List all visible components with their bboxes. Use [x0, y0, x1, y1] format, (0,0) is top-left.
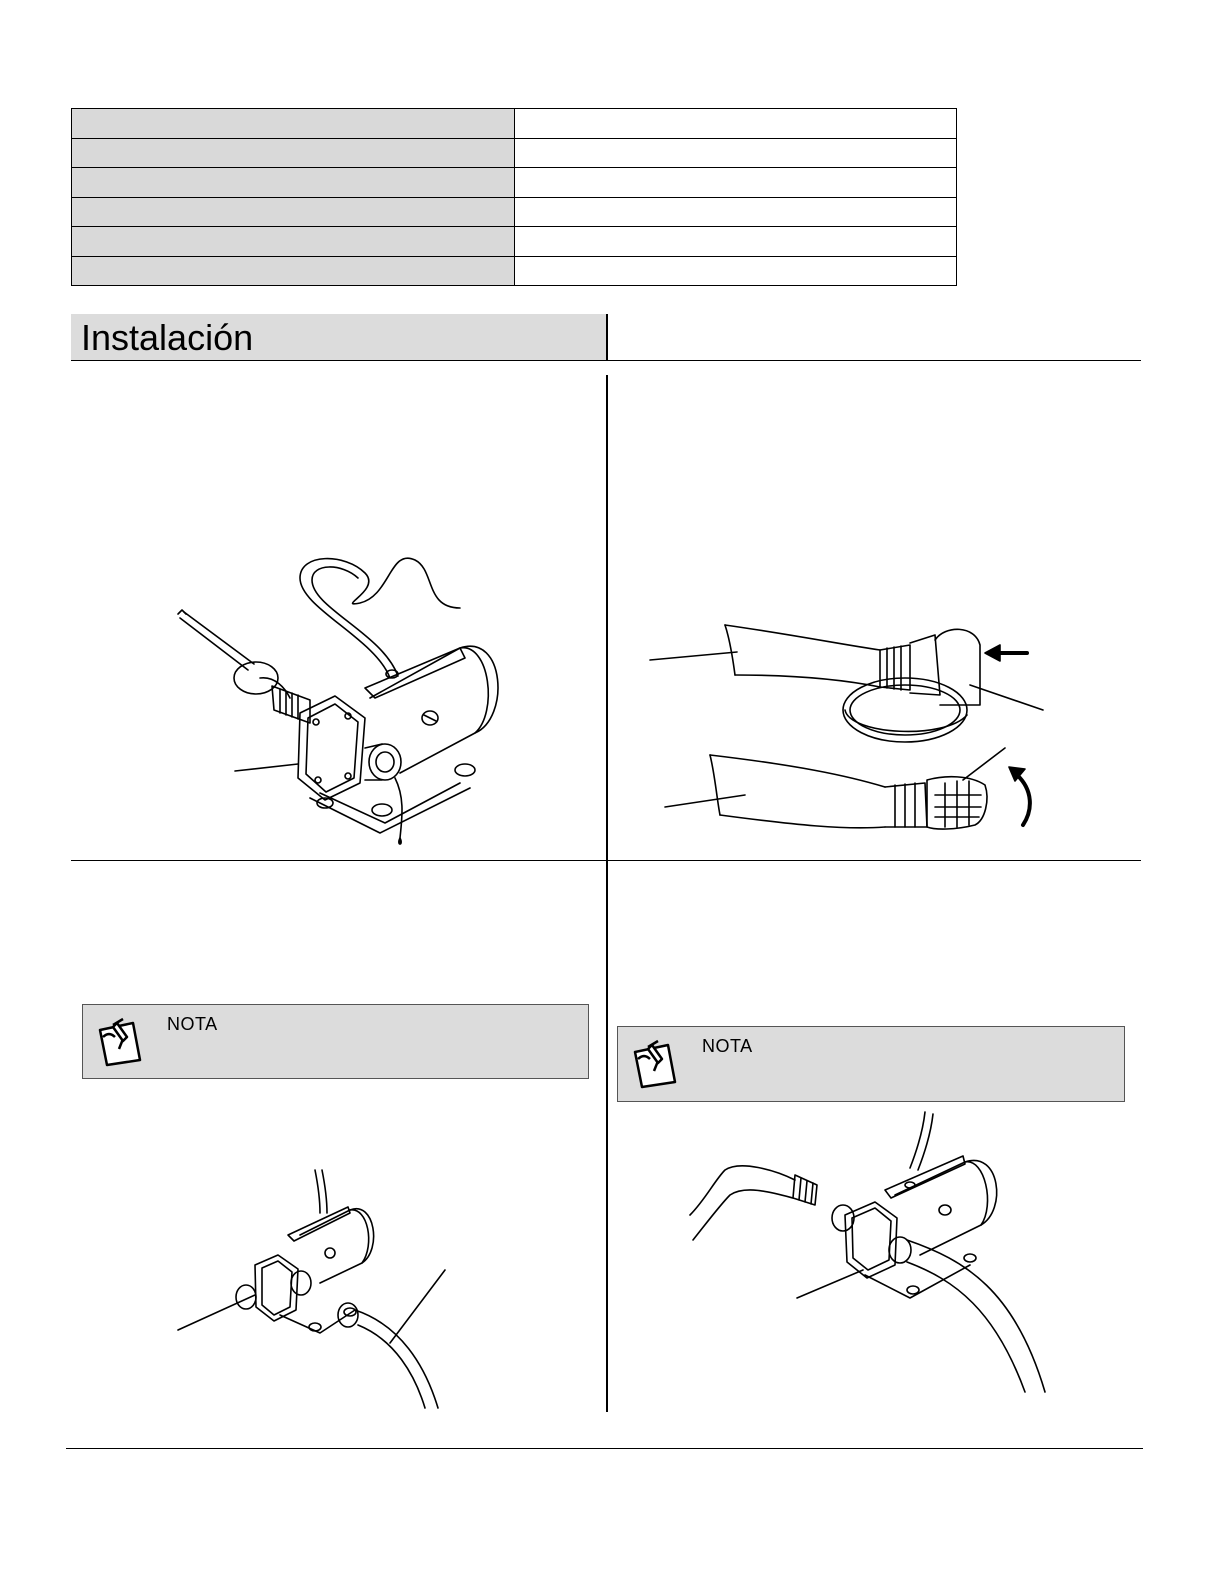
spec-table	[71, 108, 957, 286]
table-row	[72, 168, 957, 198]
table-row	[72, 227, 957, 257]
pump-hose-illustration	[170, 1165, 460, 1410]
table-row	[72, 109, 957, 139]
note-box-1	[82, 1004, 589, 1079]
note-label: NOTA	[702, 1036, 753, 1056]
note-label: NOTA	[167, 1014, 218, 1034]
table-cell	[72, 197, 515, 227]
table-cell	[72, 256, 515, 286]
hose-strainer-illustration	[645, 615, 1065, 835]
section-title: Instalación	[81, 317, 254, 358]
pump-two-hoses-illustration	[685, 1110, 1065, 1395]
table-cell	[515, 197, 957, 227]
pump-sealant-illustration	[160, 548, 520, 853]
table-cell	[515, 109, 957, 139]
table-cell	[515, 227, 957, 257]
table-cell	[515, 168, 957, 198]
section-header	[71, 314, 606, 360]
table-row	[72, 256, 957, 286]
table-row	[72, 138, 957, 168]
note-box-2	[617, 1026, 1125, 1102]
table-cell	[515, 256, 957, 286]
table-row	[72, 197, 957, 227]
table-cell	[72, 109, 515, 139]
table-cell	[515, 138, 957, 168]
note-pin-icon	[95, 1015, 145, 1067]
header-rule	[71, 360, 1141, 361]
table-cell	[72, 168, 515, 198]
note-pin-icon	[630, 1037, 680, 1089]
footer-rule	[66, 1448, 1143, 1449]
table-cell	[72, 138, 515, 168]
header-divider	[606, 314, 608, 360]
column-divider-top	[606, 375, 608, 860]
table-cell	[72, 227, 515, 257]
column-divider-bottom	[606, 860, 608, 1412]
